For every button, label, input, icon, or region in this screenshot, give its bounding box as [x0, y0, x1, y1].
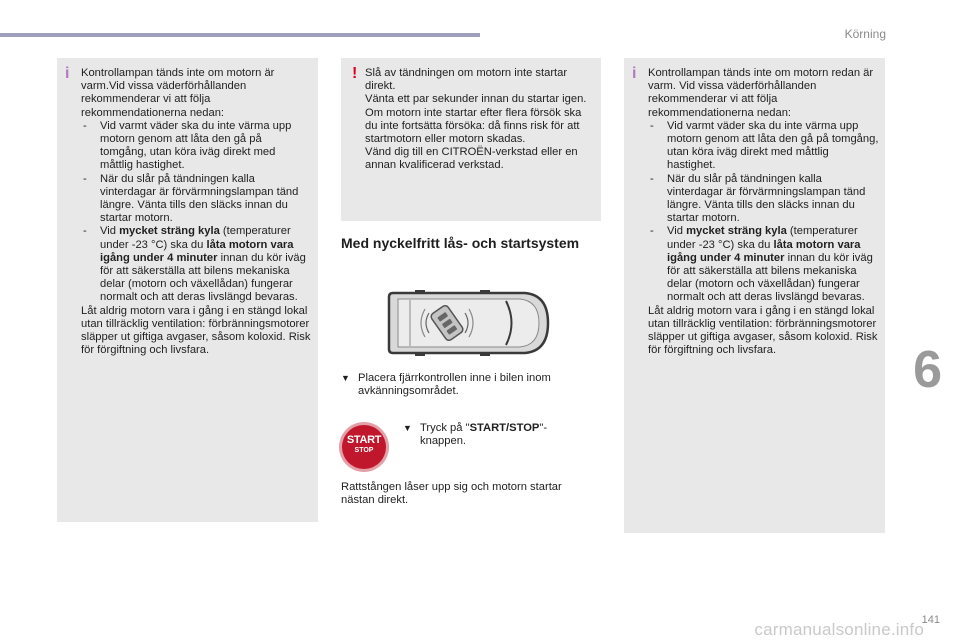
start-stop-button-image: START STOP	[342, 425, 386, 469]
info-list	[81, 120, 311, 305]
result-text: Rattstången låser upp sig och motorn startar nästan direkt.	[341, 481, 562, 507]
list-item: - Vid varmt väder ska du inte värma upp motorn genom att låta den gå på tomgång, utan köra iväg direkt med måttlig hastighet.	[81, 120, 311, 173]
info-marker-icon: i	[632, 65, 637, 82]
info-box-left	[57, 58, 318, 522]
page-number: 141	[921, 614, 940, 626]
info-outro: Låt aldrig motorn vara i gång i en stängd lokal utan tillräcklig ventilation: förbränningsmotorer släpper ut giftiga avgaser, såsom koloxid. Risk för förgiftning och livsfara.	[648, 304, 878, 357]
info-intro: Kontrollampan tänds inte om motorn är varm.Vid vissa väderförhållanden rekommenderar vi att följa rekommendationerna nedan:	[81, 67, 275, 119]
warning-line: Vänta ett par sekunder innan du startar igen. Om motorn inte startar efter flera försök ska du inte fortsätta försöka: då finns risk för att startmotorn eller motorn skadas.	[365, 93, 587, 146]
list-item: - Vid mycket sträng kyla (temperaturer under -23 °C) ska du låta motorn vara igång under 4 minuter innan du kör iväg för att säkerställa att bilens mekaniska delar (motorn och växellådan) fungerar normalt och att deras livslängd bevaras.	[648, 225, 880, 304]
car-keyfob-illustration	[385, 285, 555, 361]
header-bar	[0, 33, 480, 37]
info-box-right	[624, 58, 885, 533]
step-1: ▼ Placera fjärrkontrollen inne i bilen inom avkänningsområdet.	[341, 372, 551, 398]
info-outro: Låt aldrig motorn vara i gång i en stängd lokal utan tillräcklig ventilation: förbränningsmotorer släpper ut giftiga avgaser, såsom koloxid. Risk för förgiftning och livsfara.	[81, 304, 311, 357]
warning-line: Slå av tändningen om motorn inte startar direkt.	[365, 67, 568, 93]
info-marker-icon: i	[65, 65, 70, 82]
watermark: carmanualsonline.info	[754, 620, 924, 639]
list-item: - Vid varmt väder ska du inte värma upp motorn genom att låta den gå på tomgång, utan köra iväg direkt med måttlig hastighet.	[648, 120, 880, 173]
step-arrow-icon: ▼	[403, 423, 412, 433]
step-arrow-icon: ▼	[341, 373, 350, 383]
step-2: ▼ Tryck på "START/STOP"-knappen.	[403, 422, 548, 448]
info-intro: Kontrollampan tänds inte om motorn redan är varm. Vid vissa väderförhållanden rekommenderar vi att följa rekommendationerna nedan:	[648, 67, 874, 119]
list-item: - När du slår på tändningen kalla vinterdagar är förvärmningslampan tänd längre. Vänta tills den släcks innan du startar motorn.	[648, 173, 880, 226]
section-title: Körning	[844, 27, 886, 41]
list-item: - Vid mycket sträng kyla (temperaturer under -23 °C) ska du låta motorn vara igång under 4 minuter innan du kör iväg för att säkerställa att bilens mekaniska delar (motorn och växellådan) fungerar normalt och att deras livslängd bevaras.	[81, 225, 311, 304]
section-heading: Med nyckelfritt lås- och startsystem	[341, 235, 580, 251]
warning-box	[341, 58, 601, 221]
warning-marker-icon: !	[352, 65, 358, 82]
list-item: - När du slår på tändningen kalla vinterdagar är förvärmningslampan tänd längre. Vänta tills den släcks innan du startar motorn.	[81, 173, 311, 226]
info-list	[648, 120, 880, 305]
warning-line: Vänd dig till en CITROËN-verkstad eller en annan kvalificerad verkstad.	[365, 146, 578, 172]
chapter-number: 6	[913, 341, 942, 399]
